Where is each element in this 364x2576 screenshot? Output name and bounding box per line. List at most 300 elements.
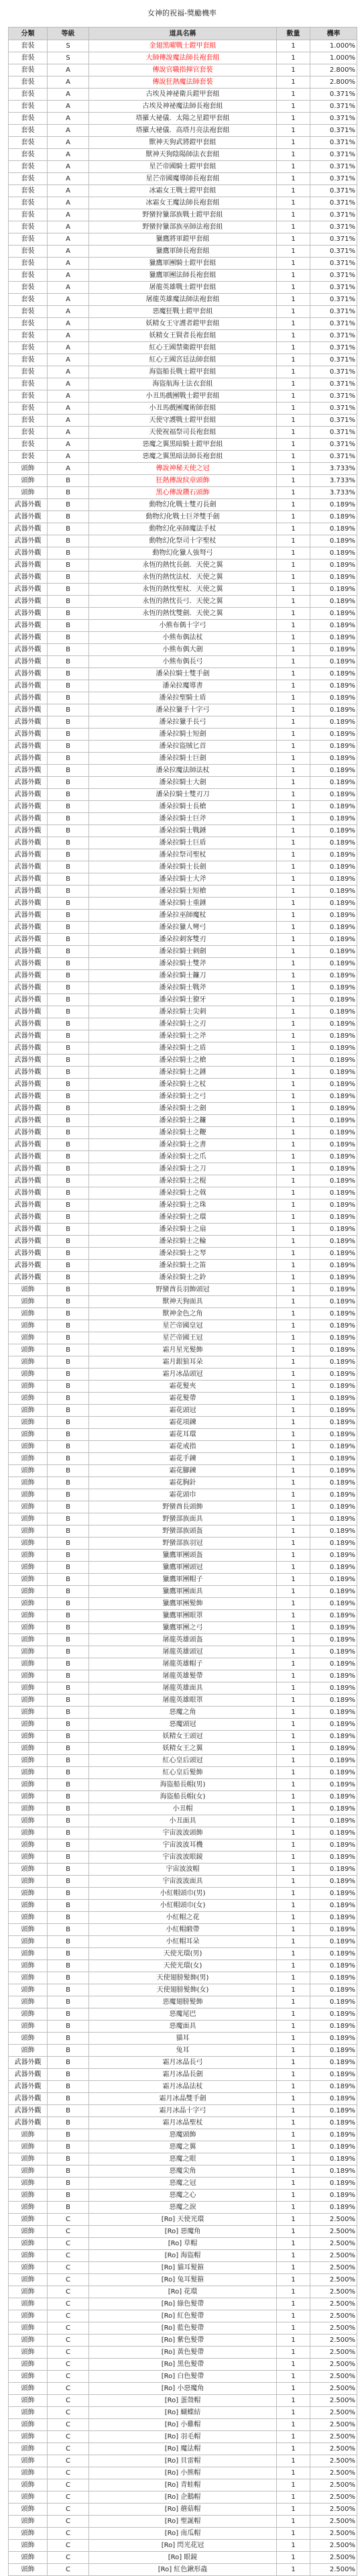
rate-cell: 0.371% (310, 233, 357, 246)
rate-cell: 2.500% (310, 2516, 357, 2528)
item-name-cell: 屠龍英雄戰士鎧甲套組 (89, 282, 277, 294)
table-row (9, 596, 357, 608)
category-cell: 頭飾 (9, 2274, 48, 2286)
item-name-cell: 霜花腳鍊 (89, 1465, 277, 1477)
item-name-cell: 惡魔頭飾 (89, 2129, 277, 2141)
quantity-cell: 1 (277, 2298, 310, 2310)
quantity-cell: 1 (277, 2262, 310, 2274)
quantity-cell: 1 (277, 2033, 310, 2045)
grade-cell: B (48, 1646, 89, 1658)
rate-cell: 0.189% (310, 1429, 357, 1441)
quantity-cell: 1 (277, 113, 310, 125)
rate-cell: 0.189% (310, 813, 357, 825)
table-row (9, 1598, 357, 1610)
quantity-cell: 1 (277, 2467, 310, 2479)
quantity-cell: 1 (277, 632, 310, 644)
category-cell: 套裝 (9, 318, 48, 330)
rate-cell: 0.189% (310, 946, 357, 958)
quantity-cell: 1 (277, 559, 310, 572)
table-row (9, 1972, 357, 1984)
table-row (9, 898, 357, 910)
grade-cell: B (48, 873, 89, 885)
category-cell: 武器外觀 (9, 620, 48, 632)
quantity-cell: 1 (277, 1562, 310, 1574)
item-name-cell: 潘朵拉騎士雙手劍 (89, 668, 277, 680)
category-cell: 套裝 (9, 258, 48, 270)
rate-cell: 0.189% (310, 547, 357, 559)
grade-cell: B (48, 1839, 89, 1851)
quantity-cell: 1 (277, 1055, 310, 1067)
rate-cell: 0.189% (310, 1562, 357, 1574)
grade-cell: B (48, 1791, 89, 1803)
table-row (9, 2443, 357, 2455)
category-cell: 武器外觀 (9, 994, 48, 1006)
table-row (9, 777, 357, 789)
quantity-cell: 1 (277, 2310, 310, 2322)
grade-cell: B (48, 1731, 89, 1743)
item-name-cell: [Ro] 貓耳髮箍 (89, 2262, 277, 2274)
quantity-cell: 1 (277, 1175, 310, 1187)
grade-cell: B (48, 1115, 89, 1127)
item-name-cell: 獸神天狗面具 (89, 1296, 277, 1308)
quantity-cell: 1 (277, 330, 310, 342)
rate-cell: 0.189% (310, 1658, 357, 1670)
item-name-cell: [Ro] 小惡魔角 (89, 2383, 277, 2395)
category-cell: 武器外觀 (9, 729, 48, 741)
quantity-cell: 1 (277, 197, 310, 209)
category-cell: 頭飾 (9, 1912, 48, 1924)
table-row (9, 1175, 357, 1187)
grade-cell: B (48, 741, 89, 753)
category-cell: 套裝 (9, 342, 48, 354)
quantity-cell: 1 (277, 2383, 310, 2395)
table-row (9, 1284, 357, 1296)
quantity-cell: 1 (277, 946, 310, 958)
table-row (9, 1888, 357, 1900)
category-cell: 套裝 (9, 366, 48, 378)
item-name-cell: 星芒帝國魔導師長袍套組 (89, 173, 277, 185)
quantity-cell: 1 (277, 2371, 310, 2383)
rate-cell: 0.189% (310, 1465, 357, 1477)
rate-cell: 0.189% (310, 1960, 357, 1972)
rate-cell: 0.189% (310, 1308, 357, 1320)
quantity-cell: 1 (277, 1622, 310, 1634)
category-cell: 頭飾 (9, 1851, 48, 1864)
table-row (9, 2467, 357, 2479)
category-cell: 武器外觀 (9, 958, 48, 970)
rate-cell: 0.189% (310, 2153, 357, 2165)
grade-cell: B (48, 958, 89, 970)
rate-cell: 0.189% (310, 1972, 357, 1984)
grade-cell: B (48, 1018, 89, 1030)
quantity-cell: 1 (277, 1453, 310, 1465)
category-cell: 武器外觀 (9, 1236, 48, 1248)
category-cell: 頭飾 (9, 2250, 48, 2262)
item-name-cell: 潘朵拉騎士之環 (89, 1212, 277, 1224)
rate-cell: 0.189% (310, 1622, 357, 1634)
quantity-cell: 1 (277, 1501, 310, 1513)
item-name-cell: [Ro] 綠色髮帶 (89, 2298, 277, 2310)
rate-cell: 0.189% (310, 1707, 357, 1719)
category-cell: 頭飾 (9, 1622, 48, 1634)
quantity-cell: 1 (277, 378, 310, 390)
rate-cell: 0.371% (310, 89, 357, 101)
quantity-cell: 1 (277, 1972, 310, 1984)
item-name-cell: 宇宙波波頭飾 (89, 1827, 277, 1839)
table-row (9, 1393, 357, 1405)
category-cell: 武器外觀 (9, 499, 48, 511)
category-cell: 頭飾 (9, 1900, 48, 1912)
header-grade: 等級 (48, 28, 89, 40)
category-cell: 頭飾 (9, 1368, 48, 1381)
item-name-cell: 獵鷹軍團頭盔 (89, 1550, 277, 1562)
table-row (9, 656, 357, 668)
category-cell: 頭飾 (9, 2564, 48, 2576)
grade-cell: C (48, 2214, 89, 2226)
category-cell: 套裝 (9, 246, 48, 258)
category-cell: 頭飾 (9, 2371, 48, 2383)
table-row (9, 1876, 357, 1888)
table-row (9, 2407, 357, 2419)
category-cell: 武器外觀 (9, 813, 48, 825)
quantity-cell: 1 (277, 1368, 310, 1381)
quantity-cell: 1 (277, 2395, 310, 2407)
rate-cell: 2.500% (310, 2455, 357, 2467)
grade-cell: B (48, 1042, 89, 1055)
rate-cell: 0.189% (310, 620, 357, 632)
quantity-cell: 1 (277, 2516, 310, 2528)
grade-cell: B (48, 837, 89, 849)
grade-cell: C (48, 2491, 89, 2504)
quantity-cell: 1 (277, 1960, 310, 1972)
category-cell: 頭飾 (9, 1743, 48, 1755)
category-cell: 頭飾 (9, 1827, 48, 1839)
item-name-cell: 潘朵拉騎士之書 (89, 1139, 277, 1151)
item-name-cell: 潘朵拉騎士之弓 (89, 1091, 277, 1103)
grade-cell: C (48, 2310, 89, 2322)
grade-cell: B (48, 753, 89, 765)
item-name-cell: 星芒帝國王冠 (89, 1332, 277, 1344)
rate-cell: 0.189% (310, 1695, 357, 1707)
grade-cell: B (48, 2141, 89, 2153)
grade-cell: B (48, 2117, 89, 2129)
table-row (9, 161, 357, 173)
rate-cell: 2.500% (310, 2310, 357, 2322)
item-name-cell: [Ro] 藍色髮帶 (89, 2322, 277, 2334)
grade-cell: C (48, 2347, 89, 2359)
rate-cell: 0.371% (310, 161, 357, 173)
item-name-cell: 潘朵拉騎士戰斧 (89, 982, 277, 994)
category-cell: 套裝 (9, 89, 48, 101)
grade-cell: B (48, 680, 89, 692)
rate-cell: 0.189% (310, 2129, 357, 2141)
item-name-cell: [Ro] 蝴蝶結 (89, 2407, 277, 2419)
quantity-cell: 1 (277, 1308, 310, 1320)
quantity-cell: 1 (277, 608, 310, 620)
quantity-cell: 1 (277, 849, 310, 861)
quantity-cell: 1 (277, 1731, 310, 1743)
table-row (9, 1091, 357, 1103)
item-name-cell: 惡魔狂戰士鎧甲套組 (89, 306, 277, 318)
category-cell: 頭飾 (9, 1755, 48, 1767)
grade-cell: B (48, 946, 89, 958)
quantity-cell: 1 (277, 1417, 310, 1429)
category-cell: 套裝 (9, 185, 48, 197)
table-row (9, 1586, 357, 1598)
quantity-cell: 1 (277, 2069, 310, 2081)
table-row (9, 559, 357, 572)
category-cell: 頭飾 (9, 2552, 48, 2564)
item-name-cell: 動物幻化戰士雙刃長劍 (89, 499, 277, 511)
table-row (9, 1779, 357, 1791)
category-cell: 頭飾 (9, 1381, 48, 1393)
category-cell: 套裝 (9, 173, 48, 185)
quantity-cell: 1 (277, 994, 310, 1006)
rate-cell: 0.189% (310, 1272, 357, 1284)
item-name-cell: 獸神金色之角 (89, 1308, 277, 1320)
rate-cell: 0.371% (310, 330, 357, 342)
rate-cell: 0.371% (310, 185, 357, 197)
rate-cell: 0.189% (310, 1525, 357, 1538)
table-row (9, 173, 357, 185)
quantity-cell: 1 (277, 1441, 310, 1453)
table-row (9, 2528, 357, 2540)
item-name-cell: 潘朵拉騎士之刀 (89, 1163, 277, 1175)
table-row (9, 2153, 357, 2165)
grade-cell: A (48, 149, 89, 161)
grade-cell: B (48, 1562, 89, 1574)
quantity-cell: 1 (277, 1091, 310, 1103)
grade-cell: A (48, 101, 89, 113)
category-cell: 頭飾 (9, 2540, 48, 2552)
grade-cell: B (48, 1695, 89, 1707)
table-row (9, 1103, 357, 1115)
category-cell: 武器外觀 (9, 922, 48, 934)
table-row (9, 668, 357, 680)
table-row (9, 76, 357, 89)
rate-cell: 0.189% (310, 523, 357, 535)
header-quantity: 數量 (277, 28, 310, 40)
category-cell: 頭飾 (9, 1344, 48, 1356)
item-name-cell: 動物幻化獵人強弩弓 (89, 547, 277, 559)
grade-cell: B (48, 885, 89, 898)
quantity-cell: 1 (277, 837, 310, 849)
rate-cell: 0.189% (310, 1212, 357, 1224)
item-name-cell: 妖精女王守護者鎧甲套組 (89, 318, 277, 330)
item-name-cell: [Ro] 天使光環 (89, 2214, 277, 2226)
item-name-cell: 海盜航海士法衣套組 (89, 378, 277, 390)
rate-cell: 0.371% (310, 378, 357, 390)
rate-cell: 0.189% (310, 1151, 357, 1163)
category-cell: 頭飾 (9, 1803, 48, 1815)
quantity-cell: 1 (277, 910, 310, 922)
item-name-cell: 野蠻狩獵部族巫師法袍套組 (89, 221, 277, 233)
rate-cell: 2.500% (310, 2238, 357, 2250)
quantity-cell: 1 (277, 1598, 310, 1610)
item-name-cell: 宇宙波波耳機 (89, 1839, 277, 1851)
grade-cell: A (48, 246, 89, 258)
table-row (9, 330, 357, 342)
category-cell: 頭飾 (9, 1779, 48, 1791)
grade-cell: B (48, 572, 89, 584)
item-name-cell: 潘朵拉騎士之棍 (89, 1175, 277, 1187)
category-cell: 頭飾 (9, 1984, 48, 1996)
item-name-cell: 兔耳 (89, 2045, 277, 2057)
item-name-cell: 海盜船長帽(女) (89, 1791, 277, 1803)
table-row (9, 994, 357, 1006)
table-row (9, 282, 357, 294)
rate-cell: 0.189% (310, 898, 357, 910)
category-cell: 頭飾 (9, 1586, 48, 1598)
category-cell: 頭飾 (9, 1453, 48, 1465)
quantity-cell: 1 (277, 547, 310, 559)
category-cell: 頭飾 (9, 2443, 48, 2455)
rate-cell: 0.189% (310, 1489, 357, 1501)
quantity-cell: 1 (277, 1018, 310, 1030)
grade-cell: B (48, 1320, 89, 1332)
grade-cell: B (48, 1212, 89, 1224)
category-cell: 頭飾 (9, 2141, 48, 2153)
item-name-cell: 惡魔尾巴 (89, 2008, 277, 2021)
rate-cell: 2.500% (310, 2504, 357, 2516)
category-cell: 頭飾 (9, 1682, 48, 1695)
category-cell: 頭飾 (9, 1538, 48, 1550)
rate-cell: 0.189% (310, 511, 357, 523)
table-row (9, 1562, 357, 1574)
table-row (9, 1429, 357, 1441)
table-row (9, 2093, 357, 2105)
rate-cell: 0.189% (310, 656, 357, 668)
item-name-cell: 獵鷹軍團眼罩 (89, 1610, 277, 1622)
item-name-cell: 惡魔之眼 (89, 2153, 277, 2165)
grade-cell: A (48, 137, 89, 149)
table-row (9, 1151, 357, 1163)
item-name-cell: 永恆的熱忱長弓．天使之翼 (89, 596, 277, 608)
category-cell: 頭飾 (9, 2238, 48, 2250)
quantity-cell: 1 (277, 1743, 310, 1755)
quantity-cell: 1 (277, 1707, 310, 1719)
rate-cell: 0.189% (310, 2021, 357, 2033)
rate-cell: 0.189% (310, 873, 357, 885)
table-row (9, 1658, 357, 1670)
item-name-cell: 潘朵拉騎士之盾 (89, 1042, 277, 1055)
rate-cell: 0.189% (310, 1175, 357, 1187)
grade-cell: A (48, 125, 89, 137)
item-name-cell: 潘朵拉騎士長槍 (89, 801, 277, 813)
table-row (9, 2226, 357, 2238)
grade-cell: B (48, 777, 89, 789)
grade-cell: B (48, 813, 89, 825)
rate-cell: 0.189% (310, 632, 357, 644)
item-name-cell: 金翅黑曜戰士鎧甲套組 (89, 40, 277, 52)
rate-cell: 0.189% (310, 1598, 357, 1610)
grade-cell: B (48, 1682, 89, 1695)
table-row (9, 2298, 357, 2310)
category-cell: 武器外觀 (9, 596, 48, 608)
category-cell: 套裝 (9, 52, 48, 64)
category-cell: 頭飾 (9, 1767, 48, 1779)
category-cell: 武器外觀 (9, 1055, 48, 1067)
table-row (9, 1381, 357, 1393)
grade-cell: C (48, 2274, 89, 2286)
grade-cell: B (48, 1260, 89, 1272)
grade-cell: A (48, 427, 89, 439)
rate-cell: 0.371% (310, 258, 357, 270)
grade-cell: C (48, 2552, 89, 2564)
category-cell: 武器外觀 (9, 1127, 48, 1139)
item-name-cell: [Ro] 草帽 (89, 2238, 277, 2250)
item-name-cell: 霜月冰晶頭冠 (89, 1368, 277, 1381)
grade-cell: C (48, 2395, 89, 2407)
table-row (9, 318, 357, 330)
quantity-cell: 1 (277, 1791, 310, 1803)
rate-cell: 2.500% (310, 2419, 357, 2431)
category-cell: 頭飾 (9, 1996, 48, 2008)
category-cell: 頭飾 (9, 487, 48, 499)
category-cell: 武器外觀 (9, 1067, 48, 1079)
category-cell: 頭飾 (9, 2528, 48, 2540)
rate-cell: 0.189% (310, 1236, 357, 1248)
table-row (9, 934, 357, 946)
rate-cell: 0.189% (310, 1815, 357, 1827)
grade-cell: B (48, 716, 89, 729)
grade-cell: B (48, 1827, 89, 1839)
quantity-cell: 1 (277, 885, 310, 898)
rate-cell: 0.189% (310, 825, 357, 837)
item-name-cell: 獵鷹軍團髮飾 (89, 1598, 277, 1610)
category-cell: 頭飾 (9, 1876, 48, 1888)
table-row (9, 2504, 357, 2516)
quantity-cell: 1 (277, 2021, 310, 2033)
table-row (9, 1320, 357, 1332)
rate-cell: 0.189% (310, 1187, 357, 1199)
table-row (9, 1574, 357, 1586)
grade-cell: B (48, 1574, 89, 1586)
table-row (9, 185, 357, 197)
category-cell: 頭飾 (9, 2359, 48, 2371)
category-cell: 武器外觀 (9, 1079, 48, 1091)
item-name-cell: 潘朵拉獵人彎弓 (89, 922, 277, 934)
item-name-cell: 潘朵拉騎士之鞭 (89, 1127, 277, 1139)
grade-cell: B (48, 2093, 89, 2105)
category-cell: 頭飾 (9, 2214, 48, 2226)
category-cell: 頭飾 (9, 1332, 48, 1344)
quantity-cell: 1 (277, 982, 310, 994)
category-cell: 武器外觀 (9, 2105, 48, 2117)
rate-cell: 0.189% (310, 1634, 357, 1646)
table-row (9, 2238, 357, 2250)
quantity-cell: 1 (277, 1139, 310, 1151)
item-name-cell: 潘朵拉騎士之琴 (89, 1248, 277, 1260)
category-cell: 頭飾 (9, 1815, 48, 1827)
rate-cell: 0.189% (310, 1719, 357, 1731)
rate-cell: 0.371% (310, 318, 357, 330)
item-name-cell: 永恆的熱忱聖杖．天使之翼 (89, 584, 277, 596)
grade-cell: A (48, 415, 89, 427)
rate-cell: 0.189% (310, 2165, 357, 2178)
item-name-cell: 潘朵拉巫師魔杖 (89, 910, 277, 922)
grade-cell: B (48, 668, 89, 680)
table-row (9, 2033, 357, 2045)
quantity-cell: 1 (277, 1996, 310, 2008)
quantity-cell: 1 (277, 2178, 310, 2190)
item-name-cell: 海盜船長帽(男) (89, 1779, 277, 1791)
item-name-cell: 古埃及神祕衛兵鎧甲套組 (89, 89, 277, 101)
item-name-cell: 潘朵拉騎士之鐮 (89, 1115, 277, 1127)
grade-cell: C (48, 2286, 89, 2298)
table-row (9, 535, 357, 547)
table-row (9, 1550, 357, 1562)
